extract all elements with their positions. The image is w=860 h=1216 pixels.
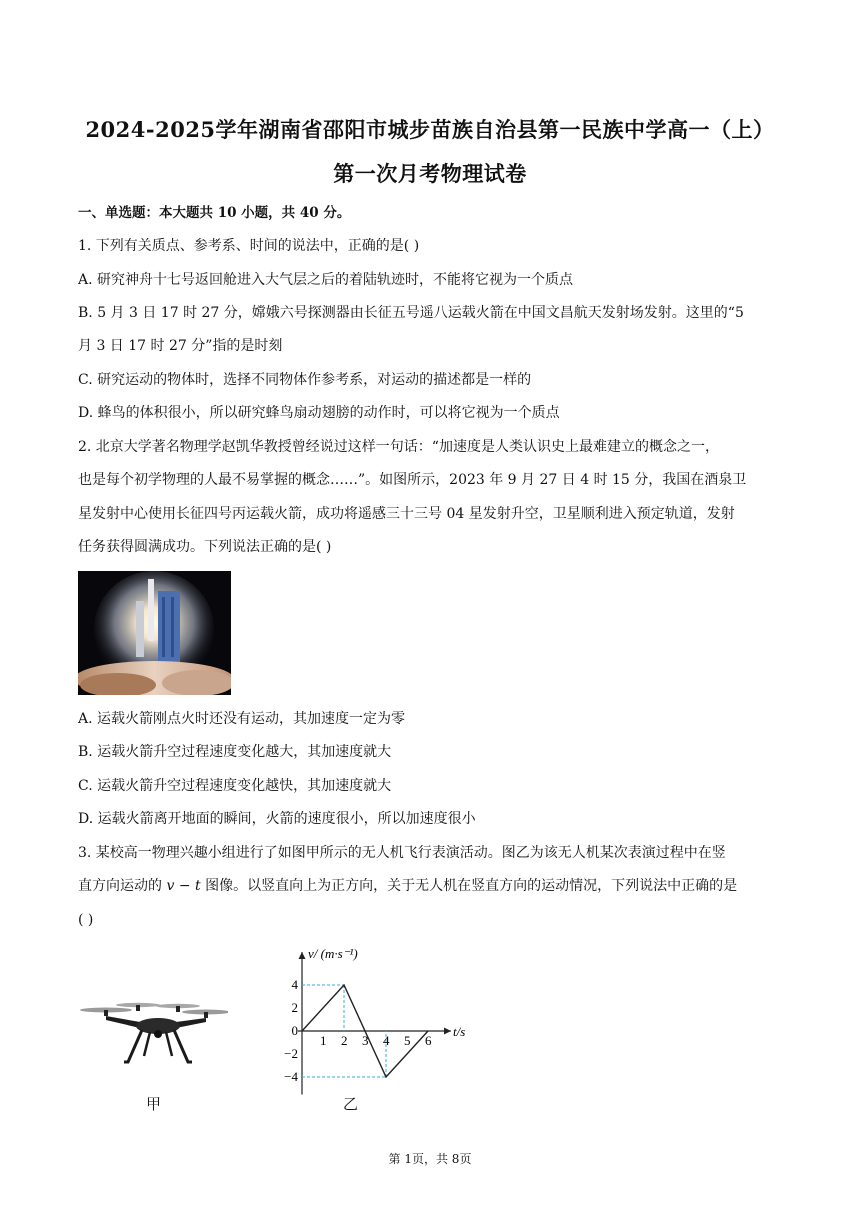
q1-option-b: B. 5 月 3 日 17 时 27 分，嫦娥六号探测器由长征五号遥八运载火箭在中国文昌航天发射场发射。这里的“5 [78,305,744,321]
q3-stem-1: 3. 某校高一物理兴趣小组进行了如图甲所示的无人机飞行表演活动。图乙为该无人机某次表演过程中在竖 [78,845,726,861]
x-tick-label: 3 [362,1033,369,1048]
caption-jia: 甲 [146,1095,162,1113]
v-t-chart [280,940,500,1120]
q2-stem-3: 星发射中心使用长征四号丙运载火箭，成功将遥感三十三号 04 星发射升空，卫星顺利进入预定轨道，发射 [78,506,735,522]
x-tick-label: 2 [341,1033,348,1048]
x-tick-label: 6 [425,1033,432,1048]
q1-option-a: A. 研究神舟十七号返回舱进入大气层之后的着陆轨迹时，不能将它视为一个质点 [78,272,574,288]
q2-stem-4: 任务获得圆满成功。下列说法正确的是( ) [78,539,332,555]
y-axis-label: v/ (m·s⁻¹) [308,946,358,961]
q1-option-c: C. 研究运动的物体时，选择不同物体作参考系，对运动的描述都是一样的 [78,372,532,388]
q2-stem-2: 也是每个初学物理的人最不易掌握的概念……”。如图所示，2023 年 9 月 27 日 4 时 15 分，我国在酒泉卫 [78,472,747,488]
x-tick-label: 1 [320,1033,327,1048]
y-tick-label: −2 [284,1046,298,1061]
q1-option-b-cont: 月 3 日 17 时 27 分”指的是时刻 [78,338,283,354]
q2-option-a: A. 运载火箭刚点火时还没有运动，其加速度一定为零 [78,711,406,727]
rocket-launch-photo [78,571,231,695]
q3-stem-3: ( ) [78,912,94,928]
exam-title-line2: 第一次月考物理试卷 [333,161,527,186]
section-heading: 一、单选题：本大题共 10 小题，共 40 分。 [78,205,351,221]
x-tick-label: 5 [404,1033,411,1048]
q1-option-d: D. 蜂鸟的体积很小，所以研究蜂鸟扇动翅膀的动作时，可以将它视为一个质点 [78,405,560,421]
q2-option-b: B. 运载火箭升空过程速度变化越大，其加速度就大 [78,744,392,760]
y-tick-label: −4 [284,1069,298,1084]
x-axis-label: t/s [453,1024,466,1039]
exam-title-line1: 2024-2025学年湖南省邵阳市城步苗族自治县第一民族中学高一（上） [85,117,775,142]
q3-stem-2: 直方向运动的 v − t 图像。以竖直向上为正方向，关于无人机在竖直方向的运动情况，下列说法中正确的是 [78,878,738,894]
q1-stem: 1. 下列有关质点、参考系、时间的说法中，正确的是( ) [78,238,420,254]
drone-illustration [78,1000,228,1080]
y-tick-label: 4 [291,977,298,992]
y-tick-label: 0 [291,1023,298,1038]
x-tick-label: 4 [383,1033,390,1048]
q2-stem-1: 2. 北京大学著名物理学赵凯华教授曾经说过这样一句话：“加速度是人类认识史上最难建立的概念之一， [78,439,719,455]
q2-option-c: C. 运载火箭升空过程速度变化越快，其加速度就大 [78,778,392,794]
y-tick-label: 2 [291,1000,298,1015]
caption-yi: 乙 [343,1095,359,1113]
page-footer: 第 1页，共 8页 [388,1152,472,1166]
q2-option-d: D. 运载火箭离开地面的瞬间，火箭的速度很小，所以加速度很小 [78,811,476,827]
